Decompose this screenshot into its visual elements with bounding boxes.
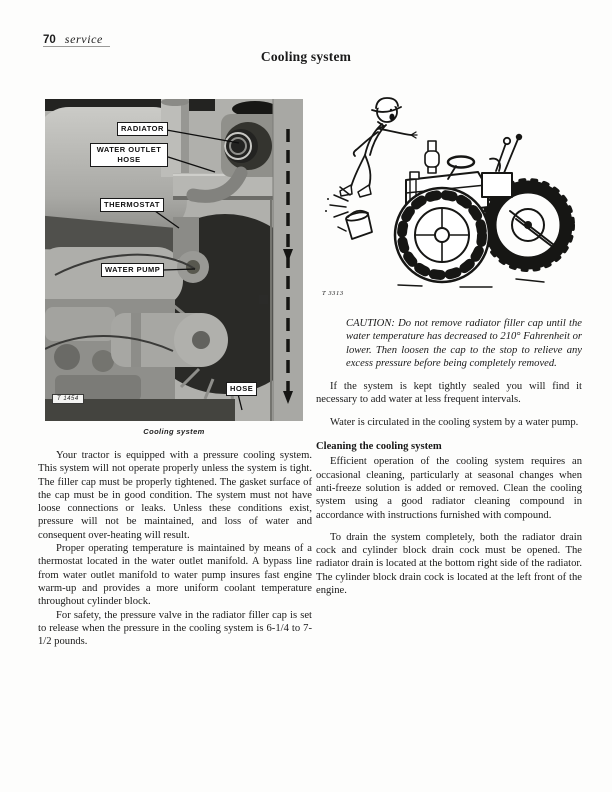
page-number: 70 [43,34,56,46]
photo-label-radiator: RADIATOR [117,122,168,136]
engine-photo-art [45,99,303,421]
section-name: service [64,32,103,46]
paragraph-water-circulated: Water is circulated in the cooling system by a water pump. [330,416,579,428]
caution-block [316,317,582,370]
tractor [395,134,573,287]
heading-cleaning: Cleaning the cooling system [316,441,442,453]
photo-label-water-outlet-hose: WATER OUTLET HOSE [90,143,168,167]
photo-label-water-pump: WATER PUMP [101,263,164,277]
caution-illustration-art [320,95,582,291]
caution-text: CAUTION: Do not remove radiator filler cap until the water temperature has decreased to 210° Fahrenheit or lower. Then loosen the cap to the stop to relieve any excess pressure before being completely removed. [346,318,582,369]
illustration-id-tag: T 3313 [322,290,344,297]
photo-label-hose: HOSE [226,382,257,396]
right-column [316,317,582,606]
header-rule [43,46,110,47]
engine-photo [45,99,303,421]
photo-caption: Cooling system [143,427,205,436]
bucket [346,211,372,239]
photo-id-tag: T 1454 [52,394,84,404]
paragraph-sealed-system: If the system is kept tightly sealed you will find it necessary to add water at less frequent intervals. [316,381,582,406]
caution-illustration [320,95,582,291]
paragraph-drain: To drain the system completely, both the radiator drain cock and cylinder block drain cock must be opened. The radiator drain is located at the bottom right side of the radiator. The cylinder block drain cock is located at the left front of the engine. [316,531,582,597]
paragraph-pressure-valve: For safety, the pressure valve in the radiator filler cap is set to release when the pressure in the cooling system is 6-1/4 to 7-1/2 pounds. [38,609,312,648]
paragraph-pressure-system: Your tractor is equipped with a pressure cooling system. This system will not operate properly unless the system is tight. The filler cap must be properly tightened. The gasket surface of the cap must be in good condition. The system must not have loose connections or leaks. Unless these conditions exist, pressure will not be maintained, and loss of water and consequent over-heating will result. [38,450,312,541]
page-title: Cooling system [260,49,352,64]
left-column [38,449,312,648]
paragraph-cleaning: Efficient operation of the cooling system requires an occasional cleaning, particularly at seasonal changes when anti-freeze solution is added or removed. Clean the cooling system using a good radiator cleaning compound in accordance with instructions furnished with compound. [316,456,582,521]
photo-label-thermostat: THERMOSTAT [100,198,164,212]
paragraph-thermostat: Proper operating temperature is maintained by means of a thermostat located in the water outlet manifold. A bypass line from water outlet manifold to water pump insures fast engine warm-up and provides a more uniform coolant temperature throughout cylinder block. [38,543,312,608]
